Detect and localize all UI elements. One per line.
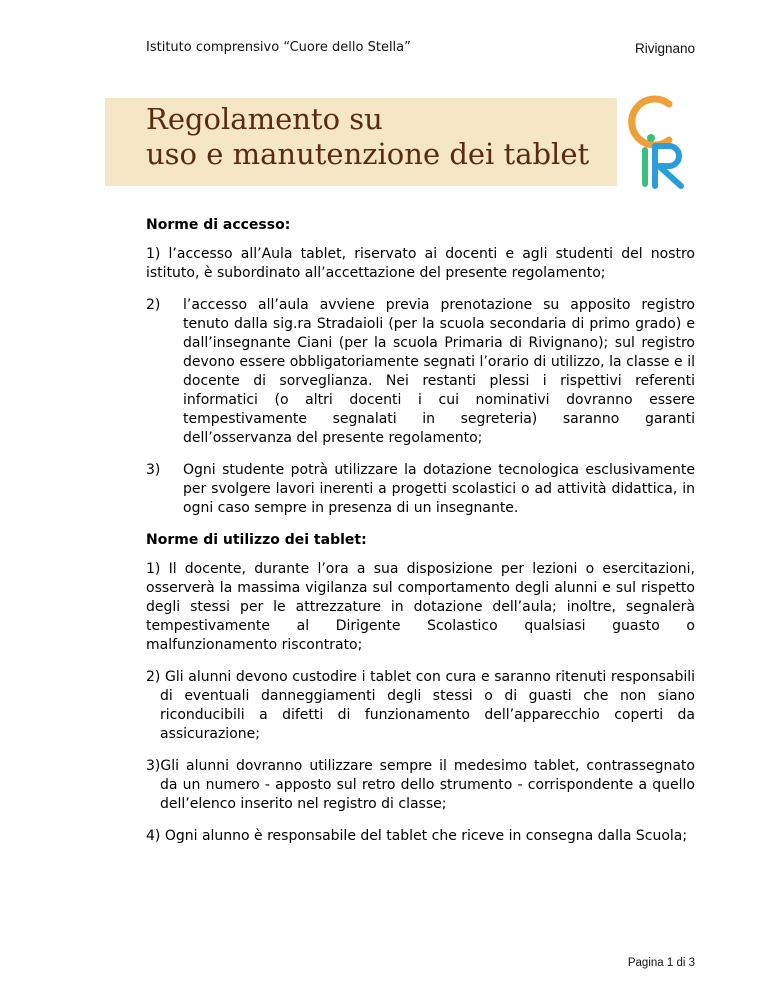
access-rule-3 [146,461,695,518]
access-rule-3-number: 3) [146,462,161,478]
regulation-body [146,216,695,859]
usage-rule-1: 1) Il docente, durante l’ora a sua disposizione per lezioni o esercitazioni, osserverà la massima vigilanza sul comportamento degli alunni e sul rispetto degli stessi per le attrezzature in dotazione dell’aula; inoltre, segnalerà tempestivamente al Dirigente Scolastico qualsiasi guasto o malfunzionamento riscontrato; [146,561,695,653]
access-rule-3-text: Ogni studente potrà utilizzare la dotazione tecnologica esclusivamente per svolgere lavori inerenti a progetti scolastici o ad attività didattica, in ogni caso sempre in presenza di un insegnante. [183,462,695,516]
title-line-2: uso e manutenzione dei tablet [146,137,590,171]
usage-rule-4: 4) Ogni alunno è responsabile del tablet che riceve in consegna dalla Scuola; [146,828,688,844]
access-rule-1: 1) l’accesso all’Aula tablet, riservato ai docenti e agli studenti del nostro istituto, è subordinato all’accettazione del presente regolamento; [146,246,695,281]
access-rule-2-number: 2) [146,297,161,313]
school-logo-icon [625,88,695,190]
title-line-1: Regolamento su [146,102,383,136]
access-rule-2 [146,296,695,448]
section-heading-access: Norme di accesso: [146,217,291,233]
header-school-name: Istituto comprensivo “Cuore dello Stella” [146,40,411,55]
usage-rule-3: 3)Gli alunni dovranno utilizzare sempre il medesimo tablet, contrassegnato da un numero - apposto sul retro dello strumento - corrispondente a quello dell’elenco inserito nel registro di classe; [146,758,695,812]
section-heading-usage: Norme di utilizzo dei tablet: [146,532,367,548]
page-title [146,102,589,172]
access-rule-2-text: l’accesso all’aula avviene previa prenotazione su apposito registro tenuto dalla sig.ra Stradaioli (per la scuola secondaria di primo grado) e dall’insegnante Ciani (per la scuola Primaria di Rivignano); sul registro devono essere obbligatoriamente segnati l’orario di utilizzo, la classe e il docente di sorveglianza. Nei restanti plessi i rispettivi referenti informatici (o altri docenti i cui nominativi dovranno essere tempestivamente segnalati in segreteria) saranno garanti dell’osservanza del presente regolamento; [183,297,695,446]
usage-rule-2: 2) Gli alunni devono custodire i tablet con cura e saranno ritenuti responsabili di eventuali danneggiamenti degli stessi o di guasti che non siano riconducibili a difetti di funzionamento dell’apparecchio coperti da assicurazione; [146,669,695,742]
page-number: Pagina 1 di 3 [627,957,695,969]
header-town: Rivignano [634,41,695,56]
